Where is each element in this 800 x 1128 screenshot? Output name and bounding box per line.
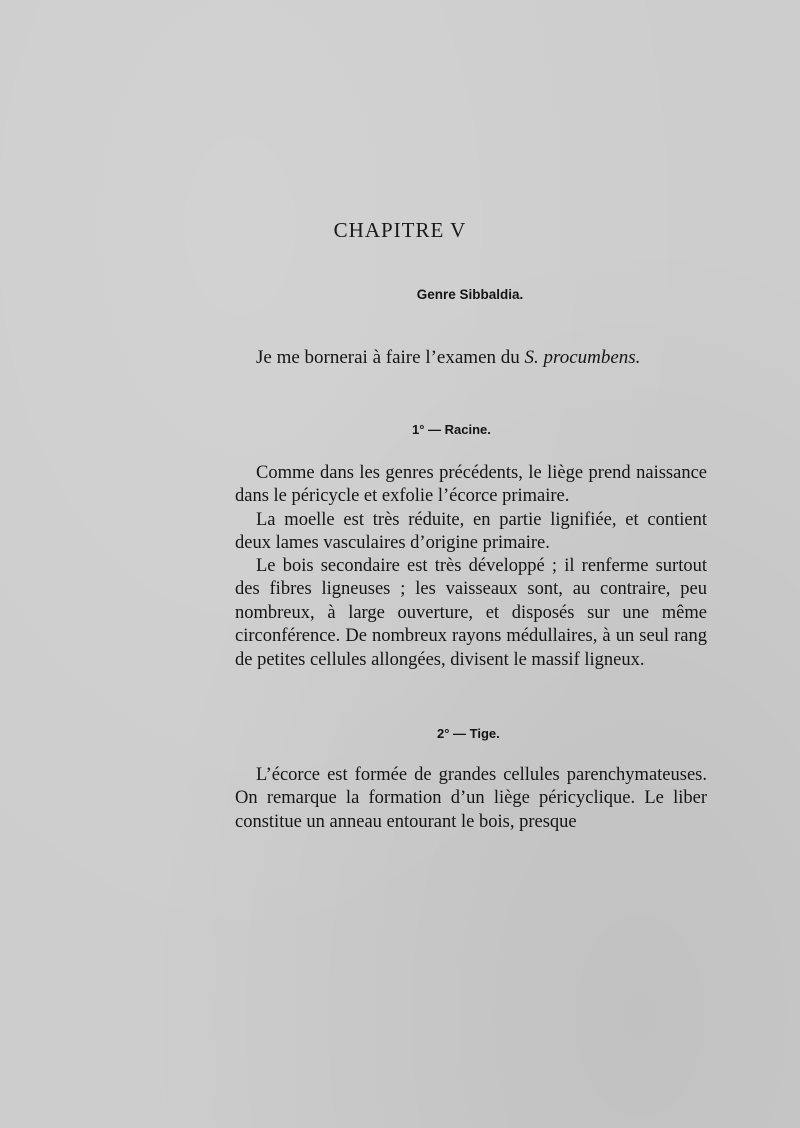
paragraph-racine-2: La moelle est très réduite, en partie lignifiée, et contient deux lames vasculaires d’origine primaire. xyxy=(235,510,707,554)
section-heading-racine: 1° — Racine. xyxy=(412,422,491,437)
paragraph-tige-1: L’écorce est formée de grandes cellules parenchymateuses. On remarque la formation d’un liège péricyclique. Le liber constitue un anneau entourant le bois, presque xyxy=(235,765,707,832)
intro-text: Je me bornerai à faire l’examen du xyxy=(256,347,525,368)
species-name: S. procumbens. xyxy=(524,347,641,368)
intro-sentence xyxy=(256,347,640,369)
genre-heading: Genre Sibbaldia. xyxy=(416,287,524,302)
chapter-title: CHAPITRE V xyxy=(333,218,467,242)
paragraph-racine-1: Comme dans les genres précédents, le liège prend naissance dans le péricycle et exfolie l’écorce primaire. xyxy=(235,463,707,507)
paragraph-racine-3: Le bois secondaire est très développé ; il renferme surtout des fibres ligneuses ; les vaisseaux sont, au contraire, peu nombreux, à large ouverture, et disposés sur une même circonférence. De nombreux rayons médullaires, à un seul rang de petites cellules allongées, divisent le massif ligneux. xyxy=(235,556,707,670)
section-heading-tige: 2° — Tige. xyxy=(437,726,500,741)
